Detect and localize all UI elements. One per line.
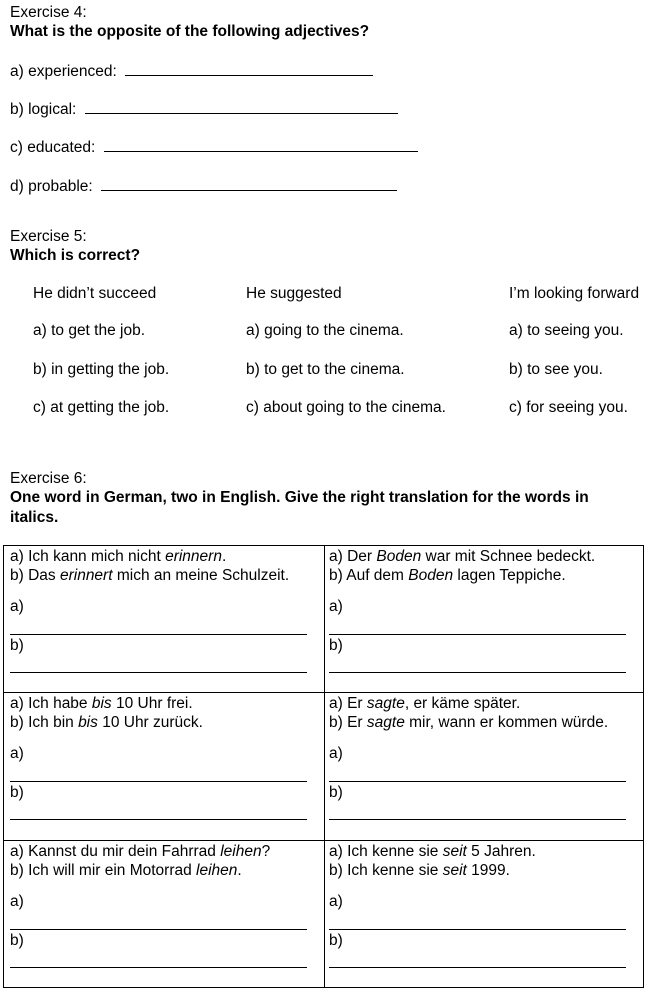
answer-a-label: a): [329, 598, 343, 615]
answer-a-label: a): [10, 893, 24, 910]
ex4-item-label: a) experienced:: [10, 63, 117, 80]
italic-word: erinnern: [165, 548, 222, 565]
row-divider: [4, 692, 643, 693]
sentence-text: .: [237, 862, 242, 879]
ex5-heading: Exercise 5:: [10, 228, 87, 245]
ex5-option[interactable]: c) for seeing you.: [509, 399, 628, 416]
italic-word: seit: [442, 843, 467, 860]
answer-b-line[interactable]: [10, 672, 307, 673]
sentence-text: 5 Jahren.: [466, 843, 536, 860]
answer-b-label: b): [10, 784, 24, 801]
sentence-text: war mit Schnee bedeckt.: [421, 548, 596, 565]
sentence-b: [329, 566, 566, 585]
answer-blank[interactable]: [125, 61, 373, 76]
ex4-question: What is the opposite of the following adjectives?: [10, 23, 370, 40]
ex6-question-line-1: One word in German, two in English. Give the right translation for the words in: [10, 489, 589, 506]
sentence-a: [10, 842, 270, 861]
sentence-text: lagen Teppiche.: [453, 567, 566, 584]
ex4-heading: Exercise 4:: [10, 4, 87, 21]
sentence-b: [329, 861, 510, 880]
sentence-text: a) Der: [329, 548, 377, 565]
sentence-text: b) Ich bin: [10, 714, 79, 731]
sentence-text: mir, wann er kommen würde.: [404, 714, 609, 731]
sentence-text: .: [221, 548, 227, 565]
translation-table: [3, 545, 644, 988]
ex5-option[interactable]: b) to see you.: [509, 361, 603, 378]
answer-b-line[interactable]: [329, 967, 626, 968]
answer-b-label: b): [10, 932, 24, 949]
sentence-text: 10 Uhr zurück.: [97, 714, 203, 731]
answer-a-line[interactable]: [329, 781, 626, 782]
italic-word: leihen: [220, 843, 262, 860]
answer-b-line[interactable]: [329, 819, 626, 820]
answer-a-label: a): [10, 745, 24, 762]
sentence-a: [329, 547, 595, 566]
italic-word: sagte: [366, 695, 405, 712]
ex5-option[interactable]: c) about going to the cinema.: [246, 399, 446, 416]
answer-a-line[interactable]: [10, 781, 307, 782]
sentence-text: b) Ich will mir ein Motorrad: [10, 862, 197, 879]
italic-word: seit: [442, 862, 467, 879]
ex5-question: Which is correct?: [10, 247, 141, 264]
answer-a-line[interactable]: [10, 929, 307, 930]
answer-blank[interactable]: [85, 99, 398, 114]
sentence-b: [10, 566, 289, 585]
ex4-item-label: d) probable:: [10, 178, 93, 195]
sentence-text: 10 Uhr frei.: [111, 695, 193, 712]
row-divider: [4, 840, 643, 841]
italic-word: Boden: [376, 548, 422, 565]
italic-word: leihen: [196, 862, 238, 879]
answer-a-line[interactable]: [329, 929, 626, 930]
sentence-b: [10, 713, 203, 732]
answer-blank[interactable]: [101, 176, 397, 191]
sentence-text: a) Ich kann mich nicht: [10, 548, 166, 565]
sentence-b: [10, 861, 242, 880]
answer-a-line[interactable]: [329, 634, 626, 635]
ex4-item-label: c) educated:: [10, 139, 96, 156]
sentence-b: [329, 713, 608, 732]
ex5-option[interactable]: c) at getting the job.: [33, 399, 170, 416]
sentence-text: 1999.: [466, 862, 510, 879]
ex5-option[interactable]: a) to get the job.: [33, 322, 146, 339]
sentence-a: [329, 694, 520, 713]
ex5-option[interactable]: b) in getting the job.: [33, 361, 170, 378]
ex6-question-line-2: italics.: [10, 509, 59, 526]
sentence-text: ?: [261, 843, 271, 860]
sentence-text: mich an meine Schulzeit.: [112, 567, 290, 584]
ex5-option[interactable]: b) to get to the cinema.: [246, 361, 405, 378]
italic-word: bis: [78, 714, 98, 731]
ex5-stem-1: He didn’t succeed: [33, 285, 157, 302]
answer-b-label: b): [10, 637, 24, 654]
answer-a-label: a): [329, 745, 343, 762]
sentence-text: a) Ich kenne sie: [329, 843, 443, 860]
ex5-option[interactable]: a) going to the cinema.: [246, 322, 404, 339]
column-divider: [324, 546, 325, 987]
ex4-item-c: [10, 137, 418, 157]
answer-b-label: b): [329, 784, 343, 801]
answer-blank[interactable]: [104, 137, 418, 152]
sentence-a: [329, 842, 536, 861]
ex4-item-label: b) logical:: [10, 101, 77, 118]
italic-word: bis: [91, 695, 112, 712]
ex4-item-b: [10, 99, 398, 119]
sentence-text: a) Ich habe: [10, 695, 92, 712]
sentence-text: b) Ich kenne sie: [329, 862, 443, 879]
sentence-a: [10, 694, 193, 713]
sentence-text: a) Kannst du mir dein Fahrrad: [10, 843, 221, 860]
sentence-a: [10, 547, 226, 566]
italic-word: erinnert: [59, 567, 113, 584]
answer-a-line[interactable]: [10, 634, 307, 635]
ex5-stem-3: I’m looking forward: [509, 285, 640, 302]
answer-b-label: b): [329, 932, 343, 949]
italic-word: sagte: [366, 714, 405, 731]
answer-a-label: a): [10, 598, 24, 615]
italic-word: Boden: [408, 567, 454, 584]
sentence-text: b) Auf dem: [329, 567, 409, 584]
ex4-item-d: [10, 176, 397, 196]
sentence-text: , er käme später.: [404, 695, 521, 712]
answer-b-line[interactable]: [329, 672, 626, 673]
answer-b-label: b): [329, 637, 343, 654]
sentence-text: b) Das: [10, 567, 60, 584]
sentence-text: b) Er: [329, 714, 367, 731]
answer-b-line[interactable]: [10, 819, 307, 820]
sentence-text: a) Er: [329, 695, 367, 712]
ex5-option[interactable]: a) to seeing you.: [509, 322, 624, 339]
answer-a-label: a): [329, 893, 343, 910]
ex4-item-a: [10, 61, 373, 81]
ex6-heading: Exercise 6:: [10, 470, 87, 487]
ex5-stem-2: He suggested: [246, 285, 342, 302]
answer-b-line[interactable]: [10, 967, 307, 968]
